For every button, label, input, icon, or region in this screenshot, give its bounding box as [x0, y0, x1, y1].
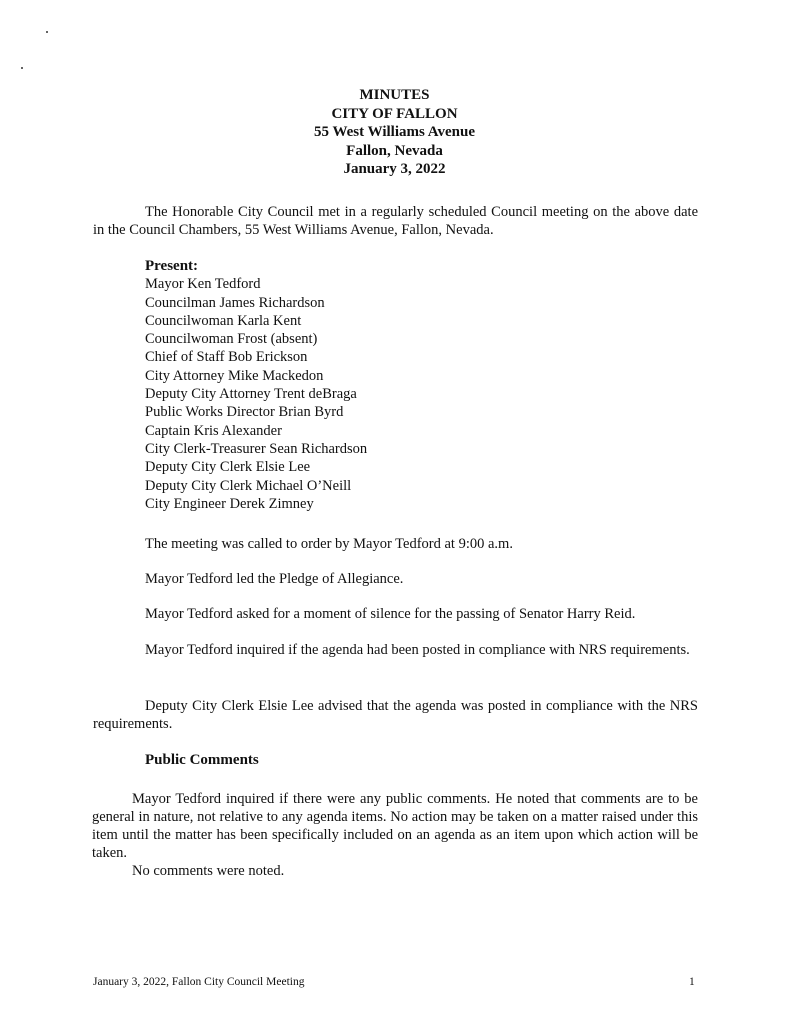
scan-speck: [21, 67, 23, 69]
scan-speck: [46, 31, 48, 33]
present-member: City Clerk-Treasurer Sean Richardson: [145, 440, 368, 457]
present-member: Deputy City Clerk Michael O’Neill: [145, 477, 352, 494]
no-comments-note: No comments were noted.: [132, 863, 285, 879]
public-comments-heading: Public Comments: [145, 752, 259, 768]
header-date: January 3, 2022: [343, 161, 446, 177]
present-member: Deputy City Clerk Elsie Lee: [145, 459, 311, 476]
present-member: City Engineer Derek Zimney: [145, 495, 314, 512]
present-title: Present:: [145, 258, 199, 274]
header-address: 55 West Williams Avenue: [314, 124, 475, 140]
header-city: CITY OF FALLON: [331, 105, 458, 122]
present-member: Councilwoman Frost (absent): [145, 331, 318, 348]
pledge-statement: Mayor Tedford led the Pledge of Allegiance.: [145, 571, 404, 587]
agenda-response-paragraph: Deputy City Clerk Elsie Lee advised that the agenda was posted in compliance with the NRS requirements.: [93, 698, 698, 732]
public-comments-paragraph: Mayor Tedford inquired if there were any public comments. He noted that comments are to be general in nature, not relative to any agenda items. No action may be taken on a matter raised under this item until the matter has been specifically included on an agenda as an item upon which action will be taken.: [92, 791, 698, 861]
header-location: Fallon, Nevada: [346, 142, 443, 159]
agenda-inquiry-paragraph: Mayor Tedford inquired if the agenda had been posted in compliance with NRS requirements.: [145, 642, 690, 658]
present-member: Mayor Ken Tedford: [145, 276, 261, 293]
present-member: City Attorney Mike Mackedon: [145, 367, 324, 384]
present-member: Councilman James Richardson: [145, 294, 325, 311]
present-member: Deputy City Attorney Trent deBraga: [145, 386, 357, 403]
header-minutes: MINUTES: [359, 87, 430, 103]
intro-paragraph: The Honorable City Council met in a regularly scheduled Council meeting on the above date in the Council Chambers, 55 West Williams Avenue, Fallon, Nevada.: [93, 204, 698, 238]
page-number: 1: [689, 976, 695, 988]
call-to-order: The meeting was called to order by Mayor Tedford at 9:00 a.m.: [145, 536, 513, 552]
present-member: Councilwoman Karla Kent: [145, 312, 302, 329]
document-header: [0, 86, 789, 179]
present-member: Public Works Director Brian Byrd: [145, 404, 344, 421]
present-member: Captain Kris Alexander: [145, 422, 282, 439]
present-member: Chief of Staff Bob Erickson: [145, 349, 308, 366]
present-list: [145, 257, 367, 513]
footer-meeting-label: January 3, 2022, Fallon City Council Meeting: [93, 976, 305, 988]
silence-statement: Mayor Tedford asked for a moment of silence for the passing of Senator Harry Reid.: [145, 606, 636, 622]
